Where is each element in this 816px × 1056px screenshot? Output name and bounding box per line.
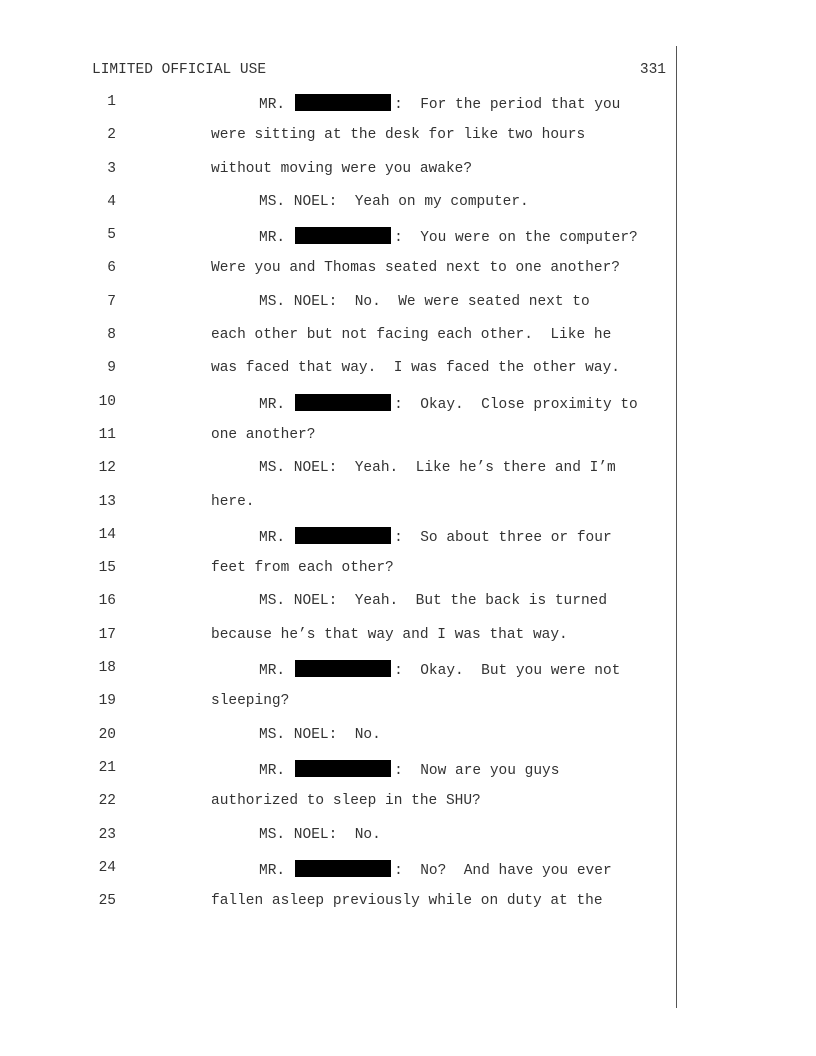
transcript-line: [0, 161, 680, 194]
line-text: MS. NOEL: Yeah on my computer.: [259, 193, 529, 210]
line-text: each other but not facing each other. Like he: [211, 327, 612, 344]
line-number: 14: [98, 526, 116, 543]
transcript-line: [0, 94, 680, 127]
line-text: one another?: [211, 426, 316, 443]
transcript-line: [0, 860, 680, 893]
transcript-line: [0, 827, 680, 860]
line-text: [259, 860, 612, 879]
line-number: 11: [98, 426, 116, 443]
line-number: 21: [98, 759, 116, 776]
line-number: 12: [98, 460, 116, 477]
speaker-title: MR.: [259, 762, 286, 779]
redaction-box: [295, 94, 391, 111]
statement: : You were on the computer?: [394, 230, 638, 247]
statement: : So about three or four: [394, 529, 612, 546]
line-number: 25: [98, 893, 116, 910]
speaker-title: MR.: [259, 529, 286, 546]
line-number: 2: [107, 127, 116, 144]
redaction-box: [295, 527, 391, 544]
line-text: was faced that way. I was faced the other way.: [211, 360, 620, 377]
line-text: [259, 394, 638, 413]
speaker-title: MR.: [259, 663, 286, 680]
speaker-title: MR.: [259, 97, 286, 113]
line-text: without moving were you awake?: [211, 160, 473, 177]
transcript-line: [0, 693, 680, 726]
line-number: 4: [107, 193, 116, 210]
transcript-lines: [0, 94, 680, 926]
line-text: MS. NOEL: No. We were seated next to: [259, 293, 590, 310]
line-number: 19: [98, 693, 116, 710]
classification-header: LIMITED OFFICIAL USE: [92, 62, 267, 78]
line-number: 6: [107, 260, 116, 277]
transcript-line: [0, 194, 680, 227]
redaction-box: [295, 227, 391, 244]
line-number: 16: [98, 593, 116, 610]
transcript-line: [0, 560, 680, 593]
speaker-title: MR.: [259, 396, 286, 413]
line-number: 1: [107, 94, 116, 110]
statement: : Okay. Close proximity to: [394, 396, 638, 413]
redaction-box: [295, 860, 391, 877]
page-number: 331: [639, 62, 666, 78]
line-number: 9: [107, 360, 116, 377]
line-text: MS. NOEL: Yeah. But the back is turned: [259, 593, 608, 610]
line-text: MS. NOEL: No.: [259, 726, 381, 743]
redaction-box: [295, 660, 391, 677]
line-text: [259, 227, 638, 246]
redaction-box: [295, 394, 391, 411]
line-text: Were you and Thomas seated next to one another?: [211, 260, 620, 277]
line-text: were sitting at the desk for like two hours: [211, 127, 586, 144]
line-text: feet from each other?: [211, 560, 394, 577]
line-number: 17: [98, 626, 116, 643]
line-number: 7: [107, 293, 116, 310]
transcript-line: [0, 660, 680, 693]
transcript-line: [0, 494, 680, 527]
transcript-line: [0, 627, 680, 660]
transcript-line: [0, 394, 680, 427]
line-text: [259, 527, 612, 546]
transcript-line: [0, 893, 680, 926]
transcript-line: [0, 227, 680, 260]
line-number: 13: [98, 493, 116, 510]
line-text: [259, 94, 620, 113]
line-text: because he’s that way and I was that way.: [211, 626, 568, 643]
transcript-line: [0, 360, 680, 393]
transcript-line: [0, 793, 680, 826]
line-number: 22: [98, 793, 116, 810]
line-text: sleeping?: [211, 693, 290, 710]
transcript-line: [0, 127, 680, 160]
line-number: 8: [107, 327, 116, 344]
line-number: 5: [107, 227, 116, 244]
transcript-line: [0, 593, 680, 626]
line-text: MS. NOEL: No.: [259, 826, 381, 843]
line-number: 18: [98, 660, 116, 677]
transcript-line: [0, 527, 680, 560]
line-number: 24: [98, 859, 116, 876]
line-text: here.: [211, 493, 255, 510]
transcript-line: [0, 760, 680, 793]
transcript-line: [0, 427, 680, 460]
line-number: 15: [98, 560, 116, 577]
transcript-line: [0, 260, 680, 293]
redaction-box: [295, 760, 391, 777]
line-text: MS. NOEL: Yeah. Like he’s there and I’m: [259, 460, 616, 477]
line-number: 23: [98, 826, 116, 843]
speaker-title: MR.: [259, 862, 286, 879]
line-text: fallen asleep previously while on duty at the: [211, 893, 603, 910]
statement: : For the period that you: [394, 97, 621, 113]
speaker-title: MR.: [259, 230, 286, 247]
line-number: 10: [98, 393, 116, 410]
line-number: 3: [107, 160, 116, 177]
statement: : Now are you guys: [394, 762, 560, 779]
statement: : No? And have you ever: [394, 862, 612, 879]
transcript-line: [0, 294, 680, 327]
transcript-line: [0, 460, 680, 493]
line-text: [259, 660, 620, 679]
line-text: [259, 760, 559, 779]
statement: : Okay. But you were not: [394, 663, 621, 680]
line-number: 20: [98, 726, 116, 743]
transcript-line: [0, 327, 680, 360]
transcript-line: [0, 727, 680, 760]
line-text: authorized to sleep in the SHU?: [211, 793, 481, 810]
